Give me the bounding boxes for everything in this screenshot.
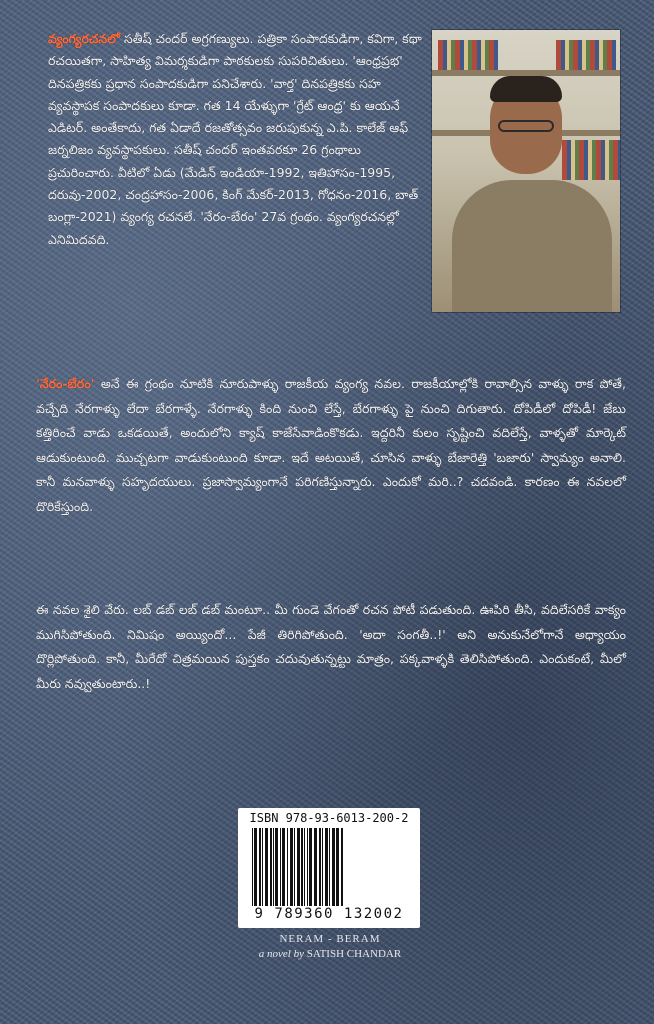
barcode-bar [322, 828, 323, 906]
barcode-bar [341, 828, 343, 906]
barcode-bar [252, 828, 253, 906]
barcode-bars [250, 828, 408, 906]
barcode-bar [294, 828, 295, 906]
isbn-barcode [238, 808, 420, 928]
barcode-bar [307, 828, 308, 906]
barcode-bar [301, 828, 303, 906]
barcode-bar [282, 828, 285, 906]
barcode-bar [287, 828, 288, 906]
barcode-bar [275, 828, 278, 906]
credit-author: SATISH CHANDAR [306, 948, 402, 960]
blurb-highlight: 'నేరం-బేరం' [36, 376, 95, 391]
barcode-bar [270, 828, 272, 906]
person-glasses [498, 120, 554, 132]
books-row-1 [438, 40, 498, 70]
barcode-bar [319, 828, 321, 906]
bio-text: సతీష్ చందర్ అగ్రగణ్యులు. పత్రికా సంపాదకుడిగా, కవిగా, కథా రచయితగా, సాహిత్య విమర్శకుడిగా పాఠకులకు సుపరిచితులు. 'ఆంధ్రప్రభ' దినపత్రికకు ప్రధాన సంపాదకుడిగా పనిచేశారు. 'వార్త' దినపత్రికకు సహ వ్యవస్థాపక సంపాదకులు కూడా. గత 14 యేళ్ళుగా 'గ్రేట్ ఆంధ్ర' కు ఆయనే ఎడిటర్. అంతేకాదు, గత ఏడాదే రజతోత్సవం జరుపుకున్న ఎ.పి. కాలేజ్ ఆఫ్ జర్నలిజం వ్యవస్థాపకులు. సతీష్ చందర్ ఇంతవరకూ 26 గ్రంథాలు ప్రచురించారు. వీటిలో ఏడు (మేడిన్ ఇండియా-1992, ఇతిహాసం-1995, దరువు-2002, చంద్రహాసం-2006, కింగ్ మేకర్-2013, గోధనం-2016, బాత్ బంగ్లా-2021) వ్యంగ్య రచనలే. 'నేరం-బేరం' 27వ గ్రంథం. వ్యంగ్యరచనల్లో ఎనిమిదవది. [48, 31, 422, 247]
person-hair [490, 76, 562, 102]
book-title-credit: NERAM - BERAM [279, 933, 381, 945]
barcode-bar [280, 828, 281, 906]
credit-prefix: a novel by [258, 948, 304, 960]
barcode-bar [259, 828, 261, 906]
author-bio [48, 28, 426, 251]
isbn-label: ISBN 978-93-6013-200-2 [249, 811, 409, 825]
author-photo [432, 30, 620, 312]
barcode-bar [336, 828, 339, 906]
barcode-bar [304, 828, 305, 906]
barcode-bar [314, 828, 317, 906]
blurb2-text: ఈ నవల శైలి వేరు. లబ్ డబ్ లబ్ డబ్ మంటూ.. మీ గుండె వేగంతో రచన పోటీ పడుతుంది. ఊపిరి తీసి, వదిలేసరికే వాక్యం ముగిసిపోతుంది. నిమిషం అయ్యిందో... పేజీ తిరిగిపోతుంది. 'అదా సంగతీ..!' అని అనుకునేలోగానే అధ్యాయం దొర్లిపోతుంది. కానీ, మీరేదో చిత్రమయిన పుస్తకం చదువుతున్నట్టు మాత్రం, పక్కవాళ్ళకి తెలిసిపోతుంది. ఎందుకంటే, మీలో మీరు నవ్వుతుంటారు..! [36, 602, 626, 691]
barcode-bar [309, 828, 312, 906]
blurb1-text: అనే ఈ గ్రంథం నూటికి నూరుపాళ్ళు రాజకీయ వ్యంగ్య నవల. రాజకీయాల్లోకి రావాల్సిన వాళ్ళు రాక పోతే, వచ్చేది నేరగాళ్ళు లేదా బేరగాళ్ళే. నేరగాళ్ళు కింది నుంచి లేస్తే, బేరగాళ్ళు పై నుంచి దిగుతారు. దోపిడీలో దోపిడీ! జేబు కత్తిరించే వాడు ఒకడయితే, అందులోని క్యాష్ కాజేసేవాడింకొకడు. ఇద్దరినీ కులం సృష్టించి వదిలేస్తే, వాళ్ళతో మార్కెట్ ఆడుకుంటుంది. ముచ్చటగా వాడుకుంటుంది కూడా. ఇదే అటయితే, చూసిన వాళ్ళు బేజారెత్తి 'బజారు' స్వామ్యం అనాలి. కానీ మనవాళ్ళు సహృదయులు. ప్రజాస్వామ్యంగానే పరిగణిస్తున్నారు. ఎందుకో మరి..? చదవండి. కారణం ఈ నవలలో దొరికేస్తుంది. [36, 376, 626, 514]
barcode-bar [325, 828, 328, 906]
barcode-bar [254, 828, 257, 906]
barcode-bar [265, 828, 268, 906]
blurb-paragraph-2 [36, 598, 626, 696]
bio-highlight: వ్యంగ్యరచనలో [48, 31, 121, 46]
blurb-paragraph-1 [36, 372, 626, 519]
barcode-bar [262, 828, 263, 906]
author-credit [200, 948, 460, 960]
barcode-number: 9 789360 132002 [254, 906, 404, 922]
barcode-bar [273, 828, 274, 906]
books-row-2 [556, 40, 616, 70]
person-shirt [452, 180, 612, 312]
barcode-bar [297, 828, 300, 906]
barcode-bar [329, 828, 330, 906]
books-row-3 [562, 140, 620, 180]
barcode-bar [332, 828, 335, 906]
barcode-bar [290, 828, 293, 906]
